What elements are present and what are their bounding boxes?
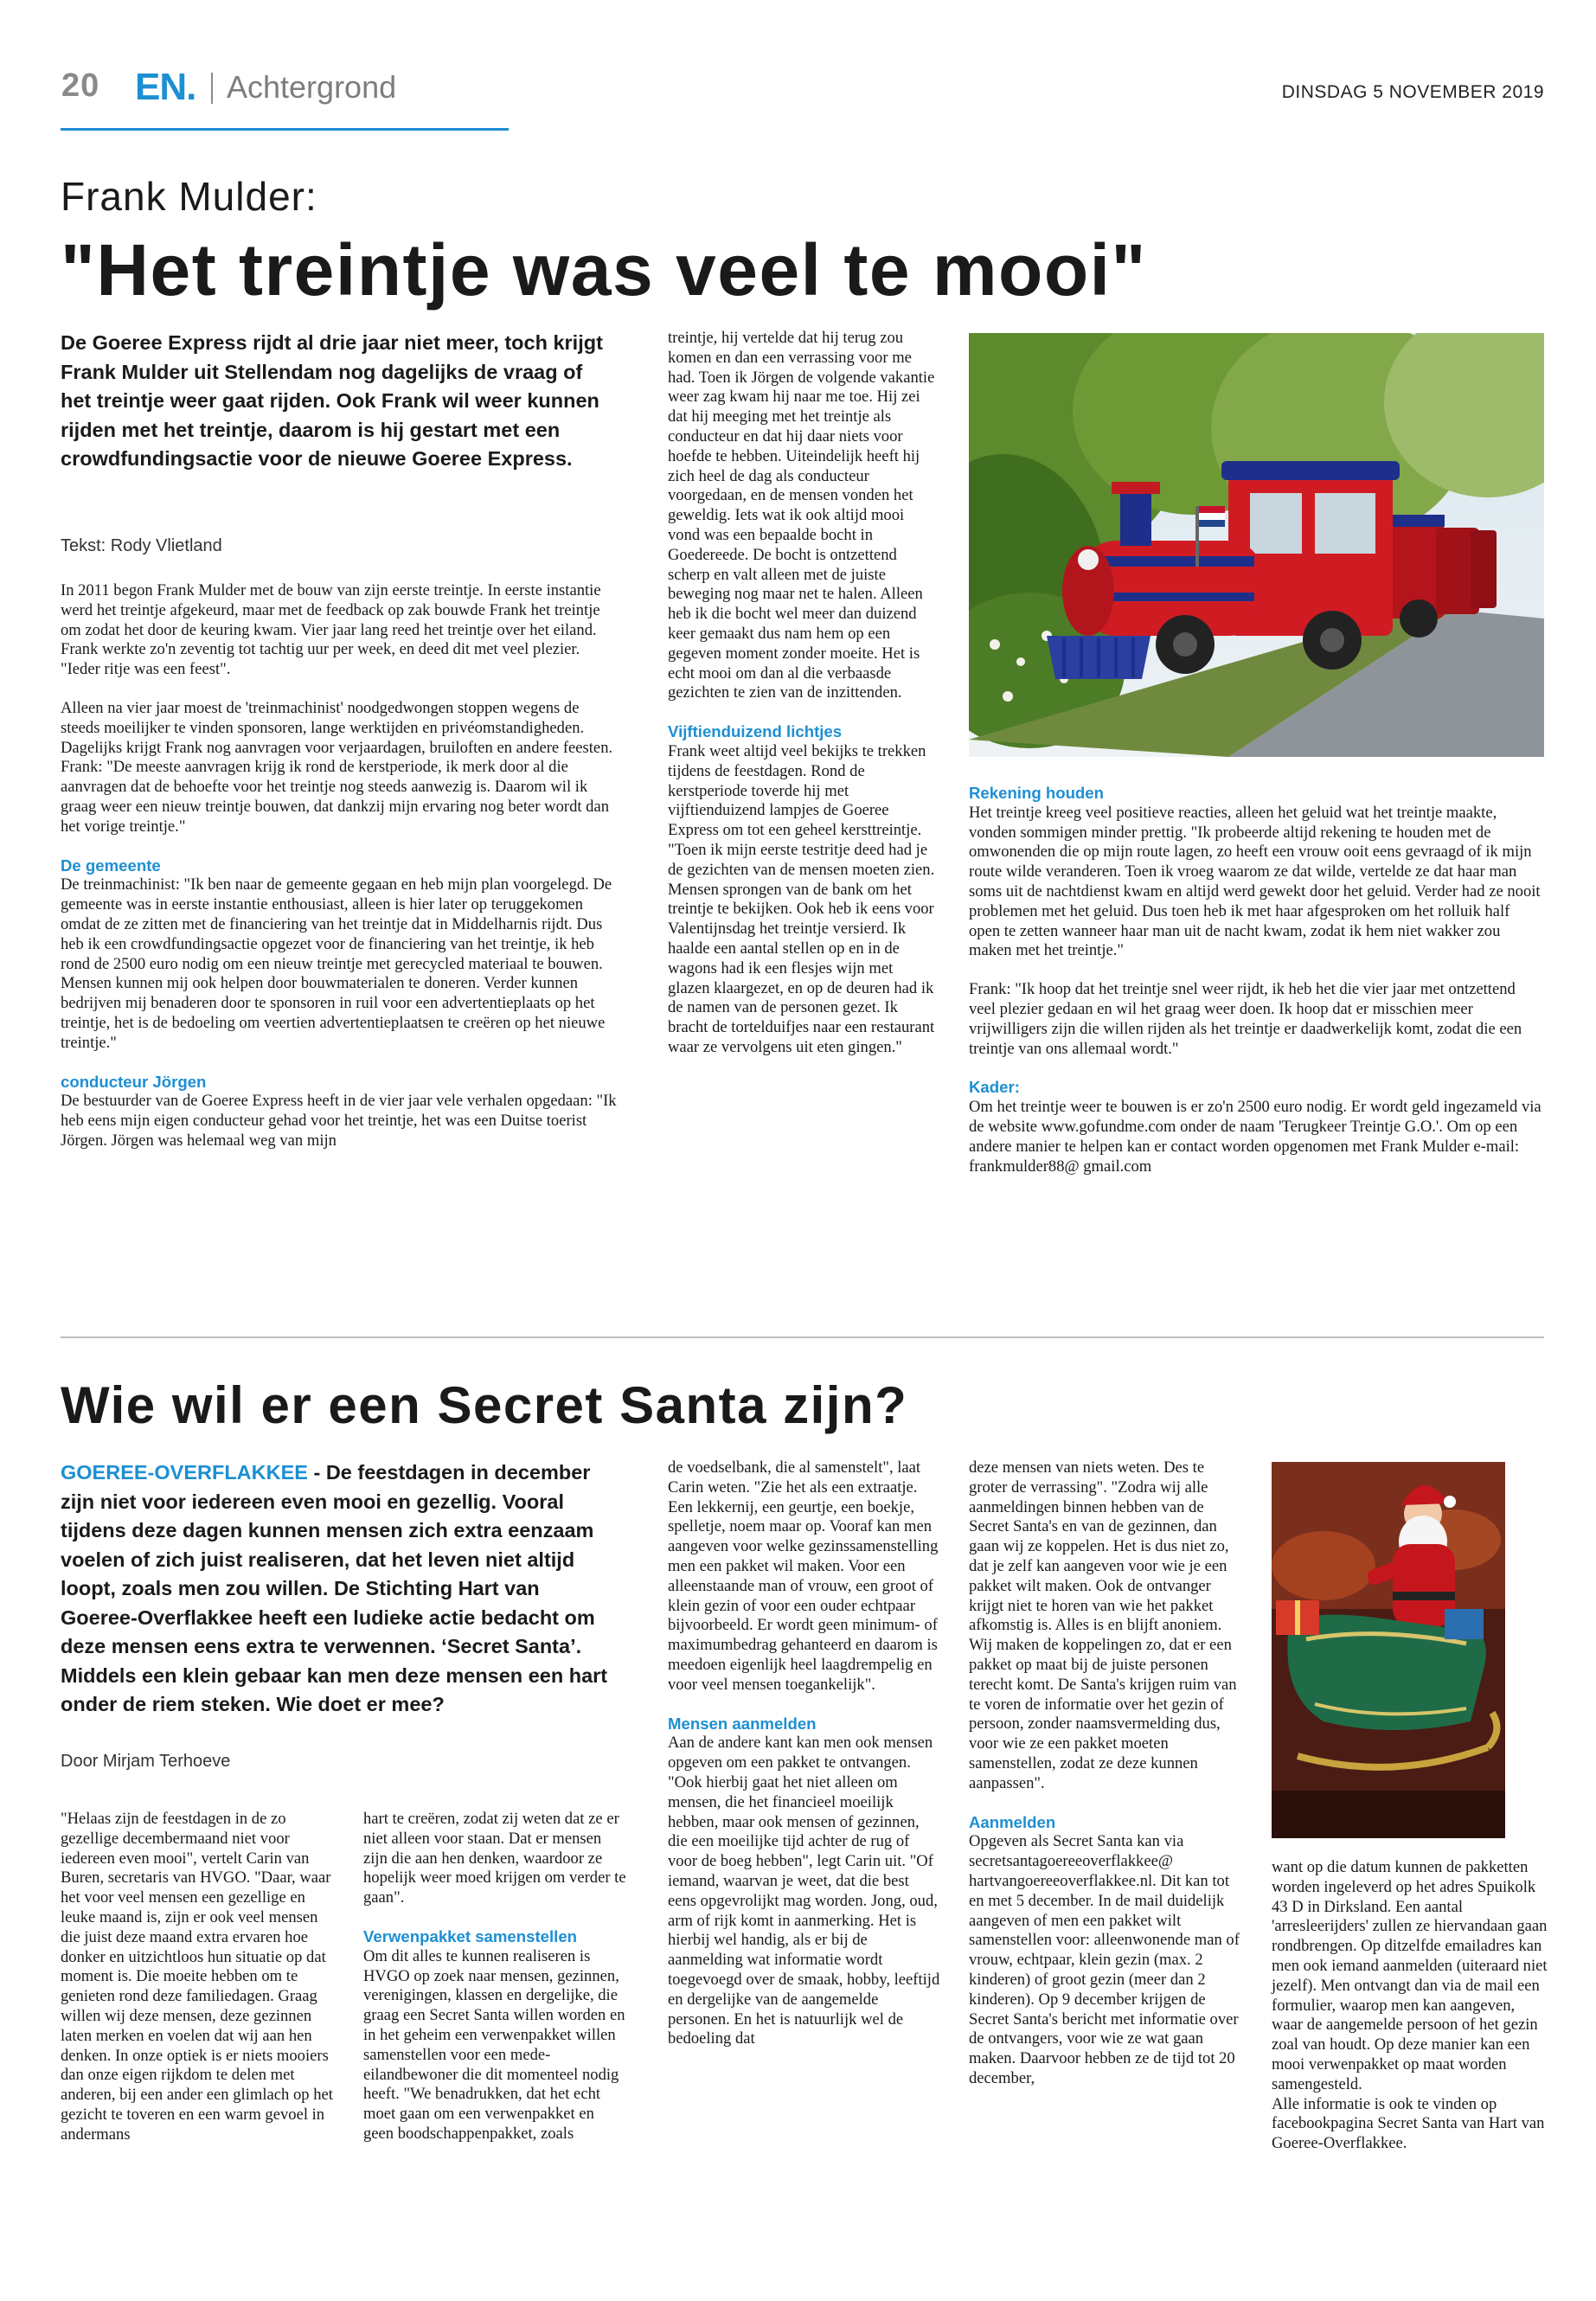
paragraph: Om dit alles te kunnen realiseren is HVGO op zoek naar mensen, gezinnen, verenigingen, klassen en dergelijke, die graag een Secret Santa willen worden en in het geheim een verwenpakket willen samenstellen voor een mede-eilandbewoner die dit momenteel nodig heeft. "We benadrukken, dat het echt moet gaan om een verwenpakket en geen boodschappenpakket, zoals — [363, 1946, 625, 2143]
article1-byline: Tekst: Rody Vlietland — [61, 536, 222, 555]
paragraph: In 2011 begon Frank Mulder met de bouw van zijn eerste treintje. In eerste instantie werd het treintje afgekeurd, maar met de feedback op zak bouwde Frank het treintje om zodat het door de keuring kwam. Vier jaar lang reed het treintje over het eiland. Frank werkte zo'n zeventig tot tachtig uur per week, en deed dit met veel plezier. "Ieder ritje was een feest". — [61, 581, 601, 679]
paragraph: want op die datum kunnen de pakketten worden ingeleverd op het adres Spuikolk 43 D in Dirksland. Een aantal 'arresleerijders' zullen ze hiervandaan gaan rondbrengen. Op ditzelfde emailadres kan men ook iemand aanmelden (uiteraard niet jezelf). Men ontvangt dan via de mail een formulier, waarop men kan aangeven, waar de aangemelde persoon of het gezin zoal van houdt. Op deze manier kan een mooi verwenpakket op maat worden samengesteld. — [1272, 1858, 1548, 2093]
article1-column-3 — [969, 784, 1544, 1176]
article2-column-5 — [1272, 1858, 1548, 2154]
article1-kicker: Frank Mulder: — [61, 174, 317, 219]
lead-text: - De feestdagen in december zijn niet voor iedereen even mooi en gezellig. Vooral tijdens deze dagen kunnen mensen zich extra eenzaam voelen of zich juist realiseren, dat het leven niet altijd loopt, zoals men zou willen. De Stichting Hart van Goeree-Overflakkee heeft een ludieke actie bedacht om deze mensen eens extra te verwennen. ‘Secret Santa’. Middels een klein gebaar kan men deze mensen een hart onder de riem steken. Wie doet er mee? — [61, 1461, 608, 1715]
paragraph: de voedselbank, die al samenstelt", laat Carin weten. "Zie het als een extraatje. Een lekkernij, een geurtje, een boekje, spelletje, noem maar op. Vooraf kan men aangeven voor welke gezinssamenstelling men een pakket wil maken. Voor een alleenstaande man of vrouw, een groot of klein gezin of voor een ouder echtpaar bijvoorbeeld. Er wordt geen minimum- of maximumbedrag gehanteerd en daarom is meedoen eigenlijk heel laagdrempelig en voor veel mensen toegankelijk". — [668, 1458, 939, 1694]
article1-lead: De Goeree Express rijdt al drie jaar niet meer, toch krijgt Frank Mulder uit Stellendam nog dagelijks de vraag of het treintje weer gaat rijden. Ook Frank wil weer kunnen rijden met het treintje, daarom is hij gestart met een crowdfundingsactie voor de nieuwe Goeree Express. — [61, 331, 603, 470]
paragraph: deze mensen van niets weten. Des te groter de verrassing". "Zodra wij alle aanmeldingen binnen hebben van de Secret Santa's en van de gezinnen, dan gaan wij ze koppelen. Het is dus niet zo, dat je zelf kan aangeven voor wie je een pakket wilt maken. Ook de ontvanger krijgt niet te horen van wie het pakket afkomstig is. Alles is en blijft anoniem. Wij maken de koppelingen zo, dat er een pakket op maat bij de juiste personen terecht komt. De Santa's krijgen ruim van te voren de informatie over het gezin of persoon, zonder naamsvermelding dus, voor wie ze een pakket moeten samenstellen, zodat ze deze kunnen aanpassen". — [969, 1458, 1237, 1792]
section-name: Achtergrond — [227, 69, 397, 105]
paragraph: Aan de andere kant kan men ook mensen opgeven om een pakket te ontvangen. "Ook hierbij gaat het niet alleen om mensen, die het financieel moeilijk hebben, maar ook mensen of gezinnen, die een moeilijke tijd achter de rug of voor de boeg hebben", legt Carin uit. "Of iemand, waarvan je weet, dat die best eens opgevrolijkt mag worden. Jong, oud, arm of rijk komt in aanmerking. Het is hierbij wel handig, als er bij de aanmelding wat informatie wordt toegevoegd over de smaak, hobby, leeftijd en dergelijke van de aangemelde personen. En het is natuurlijk wel de bedoeling dat — [668, 1734, 940, 2048]
article-divider — [61, 1336, 1544, 1338]
article1-column-2 — [668, 329, 938, 1058]
subheading: conducteur Jörgen — [61, 1072, 207, 1091]
paragraph: Frank: "Ik hoop dat het treintje snel weer rijdt, ik heb het die vier jaar met ontzettend veel plezier gedaan en wil het graag weer doen. Ik hoop dat er misschien meer vrijwilligers zijn die willen rijden als het treintje er daadwerkelijk komt, zodat die een treintje van ons allemaal wordt." — [969, 980, 1522, 1058]
article2-column-1 — [61, 1810, 339, 2145]
paragraph: Alleen na vier jaar moest de 'treinmachinist' noodgedwongen stoppen wegens de steeds moeilijker te vinden sponsoren, lange werktijden en privéomstandigheden. Dagelijks krijgt Frank nog aanvragen voor verjaardagen, bruiloften en andere feesten. Frank: "De meeste aanvragen krijg ik rond de kerstperiode, ik merk door al die aanvragen dat de behoefte voor het treintje nog steeds aanwezig is. Daarom wil ik graag weer een nieuw treintje bouwen, dat dankzij mijn ervaring nog beter wordt dan het vorige treintje." — [61, 698, 613, 836]
train-photo — [969, 333, 1544, 757]
header-divider — [211, 73, 213, 104]
paragraph: Opgeven als Secret Santa kan via secretsantagoereeoverflakkee@ hartvangoereeoverflakkee.nl. Dit kan tot en met 5 december. In de mail duidelijk aangeven of men een pakket wilt samenstellen voor: alleenwonende man of vrouw, echtpaar, klein gezin (max. 2 kinderen) of groot gezin (meer dan 2 kinderen). Op 9 december krijgen de Secret Santa's bericht met informatie over de ontvangers, voor wie ze wat gaan maken. Daarvoor hebben ze de tijd tot 20 december, — [969, 1832, 1240, 2087]
subheading: Rekening houden — [969, 784, 1104, 802]
paragraph: treintje, hij vertelde dat hij terug zou komen en dan een verrassing voor me had. Toen ik Jörgen de volgende vakantie weer zag kwam hij naar me toe. Hij zei dat hij meeging met het treintje als conducteur en dat hij daar niets voor hoefde te hebben. Uiteindelijk heeft hij zich heel de dag als conducteur voorgedaan, en de mensen vonden het geweldig. Iets wat ik ook altijd mooi vond was een bepaalde bocht in Goedereede. De bocht is ontzettend scherp en valt alleen met de juiste beweging nog maar net te halen. Alleen heb ik die bocht wel meer dan duizend keer gemaakt dus nam hem op een gegeven moment zonder moeite. Het is echt mooi om dan al die verbaasde gezichten te zien van de inzittenden. — [668, 329, 935, 702]
header-rule — [61, 128, 509, 131]
paragraph: Om het treintje weer te bouwen is er zo'n 2500 euro nodig. Er wordt geld ingezameld via de website www.gofundme.com onder de naam 'Terugkeer Treintje G.O.'. Om op een andere manier te helpen kan er contact worden opgenomen met Frank Mulder e-mail: frankmulder88@ gmail.com — [969, 1098, 1542, 1176]
subheading: Mensen aanmelden — [668, 1714, 817, 1733]
subheading: De gemeente — [61, 856, 161, 875]
paragraph: hart te creëren, zodat zij weten dat ze er niet alleen voor staan. Dat er mensen zijn die aan hen denken, waardoor ze hopelijk weer moed krijgen om verder te gaan". — [363, 1810, 626, 1907]
lead-location: GOEREE-OVERFLAKKEE — [61, 1461, 308, 1484]
paragraph: Alle informatie is ook te vinden op facebookpagina Secret Santa van Hart van Goeree-Overflakkee. — [1272, 2094, 1545, 2153]
article1-headline: "Het treintje was veel te mooi" — [61, 229, 1147, 311]
issue-date: DINSDAG 5 NOVEMBER 2019 — [1281, 82, 1544, 102]
paragraph: De bestuurder van de Goeree Express heeft in de vier jaar vele verhalen opgedaan: "Ik heb eens mijn eigen conducteur gehad voor het treintje, het was een Duitse toerist Jörgen. Jörgen was helemaal weg van mijn — [61, 1092, 617, 1150]
article2-lead — [61, 1458, 619, 1720]
article2-byline: Door Mirjam Terhoeve — [61, 1752, 231, 1771]
paragraph: Het treintje kreeg veel positieve reacties, alleen het geluid wat het treintje maakte, vonden sommigen minder prettig. "Ik probeerde altijd rekening te houden met de omwonenden die op mijn route lagen, zo heeft een vrouw ooit eens gevraagd of ik mijn route wilde veranderen. Toen ik vroeg waarom ze dat wilde, vertelde ze dat haar man soms uit de nachtdienst kwam en altijd werd gewekt door het geluid. Verder had ze nooit problemen met het geluid. Dus toen heb ik met haar afgesproken om het rolluik half open te zetten wanneer haar man uit de nacht kwam, zodat ik hem niet wakker zou maken met het treintje." — [969, 803, 1541, 960]
article2-headline: Wie wil er een Secret Santa zijn? — [61, 1376, 908, 1434]
page-number: 20 — [61, 67, 100, 104]
paragraph: De treinmachinist: "Ik ben naar de gemeente gegaan en heb mijn plan voorgelegd. De gemeente was in eerste instantie enthousiast, alleen is hier later op teruggekomen omdat de ze zitten met de financiering van het treintje dat in Middelharnis rijdt. Dus heb ik een crowdfundingsactie opgezet voor de financiering van het treintje, ik heb rond de 2500 euro nodig om een nieuw treintje met gerecycled materiaal te bouwen. Mensen kunnen mij ook helpen door bouwmaterialen te doneren. Verder kunnen bedrijven mij benaderen door te sponsoren in ruil voor een advertentieplaats op het treintje, het is de bedoeling om veertien advertentieplaatsen te creëren op het nieuwe treintje." — [61, 875, 612, 1052]
santa-photo — [1272, 1462, 1505, 1838]
subheading: Kader: — [969, 1078, 1020, 1097]
article2-column-2 — [363, 1810, 627, 2144]
newspaper-logo: EN. — [135, 66, 196, 108]
article2-column-3 — [668, 1458, 941, 2049]
subheading: Aanmelden — [969, 1812, 1056, 1831]
paragraph: Frank weet altijd veel bekijks te trekken tijdens de feestdagen. Rond de kerstperiode toverde hij met vijftienduizend lampjes de Goeree Express om tot een geheel kersttreintje. "Toen ik mijn eerste testritje deed had je de gezichten van de mensen moeten zien. Mensen sprongen van de bank om het treintje te bekijken. Ook heb ik eens voor Valentijnsdag het treintje versierd. Ik haalde een aantal stellen op en in de wagons had ik een flesjes wijn met glazen klaargezet, en op de deuren had ik de namen van de personen gezet. Ik bracht de tortelduifjes naar een restaurant waar ze vervolgens uit eten gingen." — [668, 741, 935, 1056]
subheading: Verwenpakket samenstellen — [363, 1926, 578, 1945]
subheading: Vijftienduizend lichtjes — [668, 722, 843, 741]
article2-column-4 — [969, 1458, 1244, 2089]
paragraph: "Helaas zijn de feestdagen in de zo gezellige decembermaand niet voor iedereen even mooi", vertelt Carin van Buren, secretaris van HVGO. "Daar, waar het voor veel mensen een gezellige en leuke maand is, zijn er ook veel mensen die juist deze maand extra ervaren hoe donker en uitzichtloos hun situatie op dat moment is. Die moeite hebben om te genieten rond deze familiedagen. Graag willen wij deze mensen, deze gezinnen laten merken en voelen dat wij aan hen denken. In onze optiek is er niets mooiers dan onze eigen rijkdom te delen met anderen, bij een ander een glimlach op het gezicht te toveren en een warm gevoel in andermans — [61, 1810, 333, 2144]
article1-column-1 — [61, 581, 621, 1151]
